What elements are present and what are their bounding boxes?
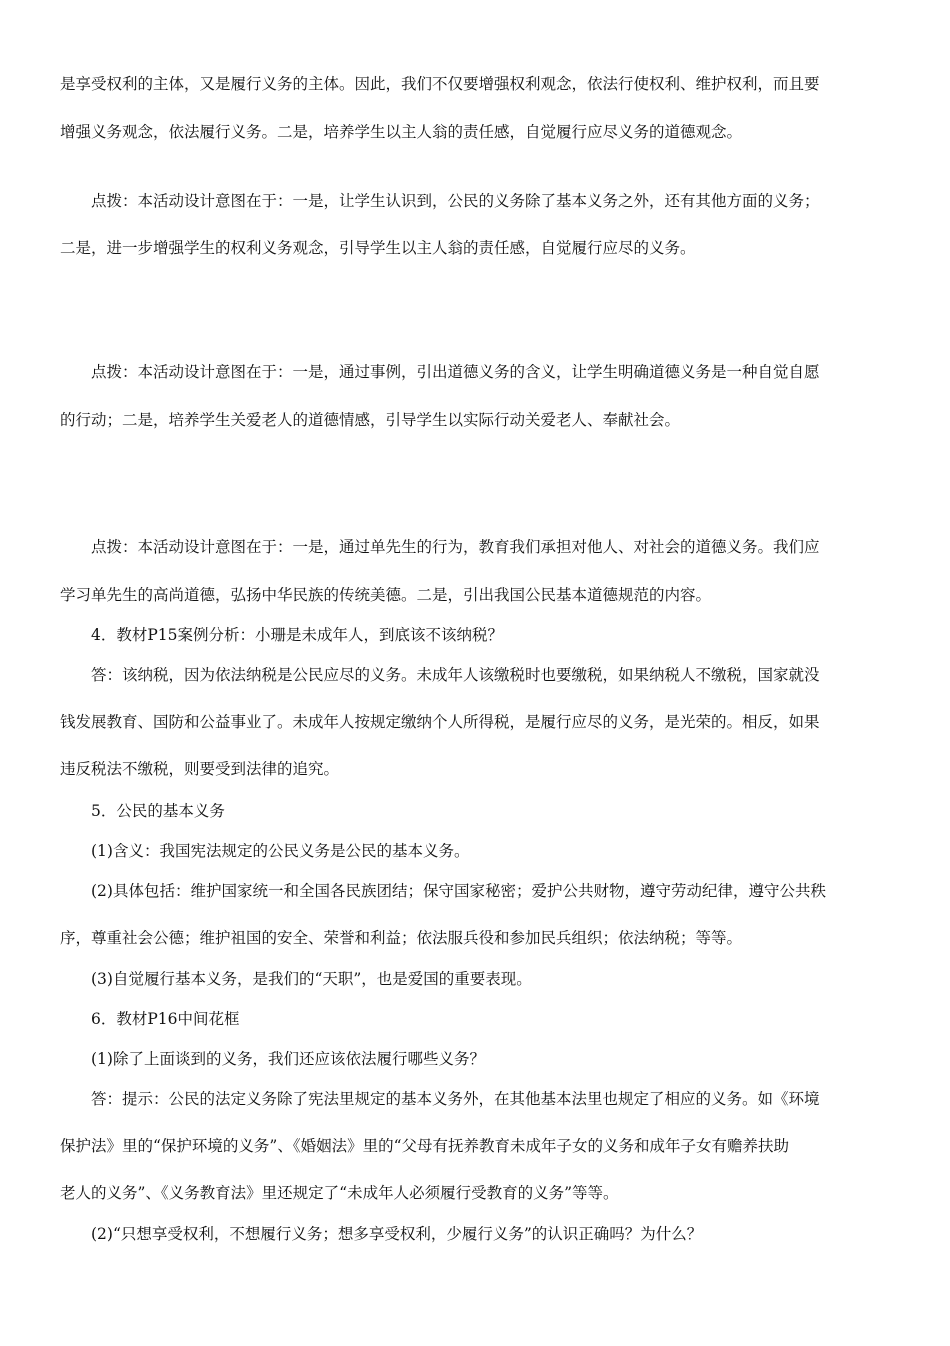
paragraph-line: (1)除了上面谈到的义务，我们还应该依法履行哪些义务？ [91,1050,485,1068]
paragraph-line: (2)具体包括：维护国家统一和全国各民族团结；保守国家秘密；爱护公共财物，遵守劳动纪律，遵守公共秩 [91,882,826,900]
paragraph-line: 答：提示：公民的法定义务除了宪法里规定的基本义务外，在其他基本法里也规定了相应的义务。如《环境 [91,1090,820,1108]
paragraph-line: 保护法》里的“保护环境的义务”、《婚姻法》里的“父母有抚养教育未成年子女的义务和成年子女有赡养扶助 [60,1137,790,1155]
paragraph-line: 序，尊重社会公德；维护祖国的安全、荣誉和利益；依法服兵役和参加民兵组织；依法纳税；等等。 [60,929,743,947]
paragraph-line: 点拨：本活动设计意图在于：一是，通过事例，引出道德义务的含义，让学生明确道德义务是一种自觉自愿 [91,363,820,381]
paragraph-line: 老人的义务”、《义务教育法》里还规定了“未成年人必须履行受教育的义务”等等。 [60,1184,619,1202]
paragraph-line: (3)自觉履行基本义务，是我们的“天职”，也是爱国的重要表现。 [91,970,532,988]
section-heading: 4．教材P15案例分析：小珊是未成年人，到底该不该纳税？ [91,626,504,644]
section-heading: 6．教材P16中间花框 [91,1010,240,1028]
paragraph-line: 增强义务观念，依法履行义务。二是，培养学生以主人翁的责任感，自觉履行应尽义务的道德观念。 [60,123,743,141]
paragraph-line: (1)含义：我国宪法规定的公民义务是公民的基本义务。 [91,842,470,860]
paragraph-line: 违反税法不缴税，则要受到法律的追究。 [60,760,340,778]
paragraph-line: 点拨：本活动设计意图在于：一是，通过单先生的行为，教育我们承担对他人、对社会的道德义务。我们应 [91,538,820,556]
paragraph-line: 的行动；二是，培养学生关爱老人的道德情感，引导学生以实际行动关爱老人、奉献社会。 [60,411,681,429]
paragraph-line: 二是，进一步增强学生的权利义务观念，引导学生以主人翁的责任感，自觉履行应尽的义务。 [60,239,696,257]
section-heading: 5．公民的基本义务 [91,802,225,820]
paragraph-line: 点拨：本活动设计意图在于：一是，让学生认识到，公民的义务除了基本义务之外，还有其他方面的义务； [91,192,820,210]
paragraph-line: 钱发展教育、国防和公益事业了。未成年人按规定缴纳个人所得税，是履行应尽的义务，是光荣的。相反，如果 [60,713,820,731]
paragraph-line: 学习单先生的高尚道德，弘扬中华民族的传统美德。二是，引出我国公民基本道德规范的内容。 [60,586,712,604]
paragraph-line: 答：该纳税，因为依法纳税是公民应尽的义务。未成年人该缴税时也要缴税，如果纳税人不缴税，国家就没 [91,666,820,684]
paragraph-line: 是享受权利的主体，又是履行义务的主体。因此，我们不仅要增强权利观念，依法行使权利、维护权利，而且要 [60,75,820,93]
paragraph-line: (2)“只想享受权利，不想履行义务；想多享受权利，少履行义务”的认识正确吗？为什么？ [91,1225,703,1243]
